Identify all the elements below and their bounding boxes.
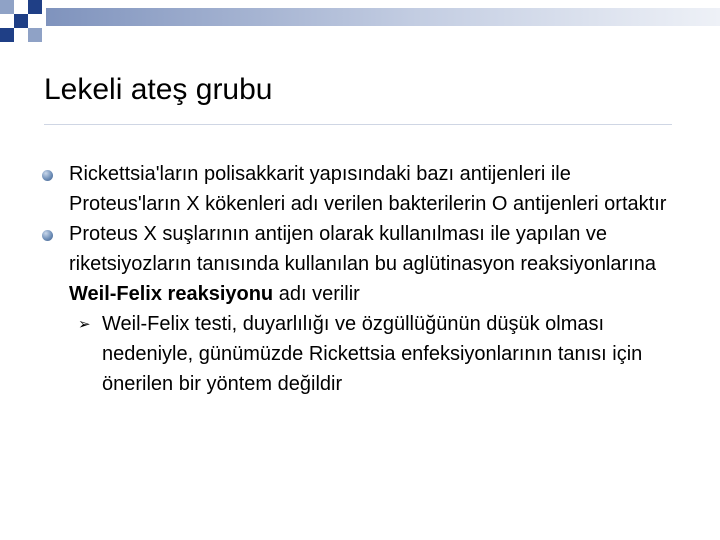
sub-bullet-text-1: Weil-Felix testi, duyarlılığı ve özgüllüğünün düşük olması nedeniyle, günümüzde Rickettsia enfeksiyonlarının tanısı için önerilen bir yöntem değildir [102, 313, 643, 395]
arrow-bullet-icon: ➢ [78, 315, 91, 333]
bullet-item-1 [42, 159, 682, 219]
slide-body [42, 159, 682, 399]
title-divider [44, 124, 672, 125]
sphere-bullet-icon [42, 170, 53, 181]
weil-felix-term: Weil-Felix reaksiyonu [69, 283, 274, 305]
bullet-text-2-before: Proteus X suşlarının antijen olarak kullanılması ile yapılan ve riketsiyozların tanısında kullanılan bu aglütinasyon reaksiyonlarına [69, 223, 657, 275]
sphere-bullet-icon [42, 230, 53, 241]
bullet-text-2 [69, 223, 656, 305]
bullet-text-1: Rickettsia'ların polisakkarit yapısındaki bazı antijenleri ile Proteus'ların X kökenleri adı verilen bakterilerin O antijenleri ortaktır [69, 163, 667, 215]
slide-title: Lekeli ateş grubu [44, 73, 273, 106]
header-decoration [0, 0, 720, 48]
bullet-item-2 [42, 219, 682, 309]
sub-bullet-item-1 [42, 309, 682, 399]
bullet-text-2-after: adı verilir [273, 283, 360, 305]
